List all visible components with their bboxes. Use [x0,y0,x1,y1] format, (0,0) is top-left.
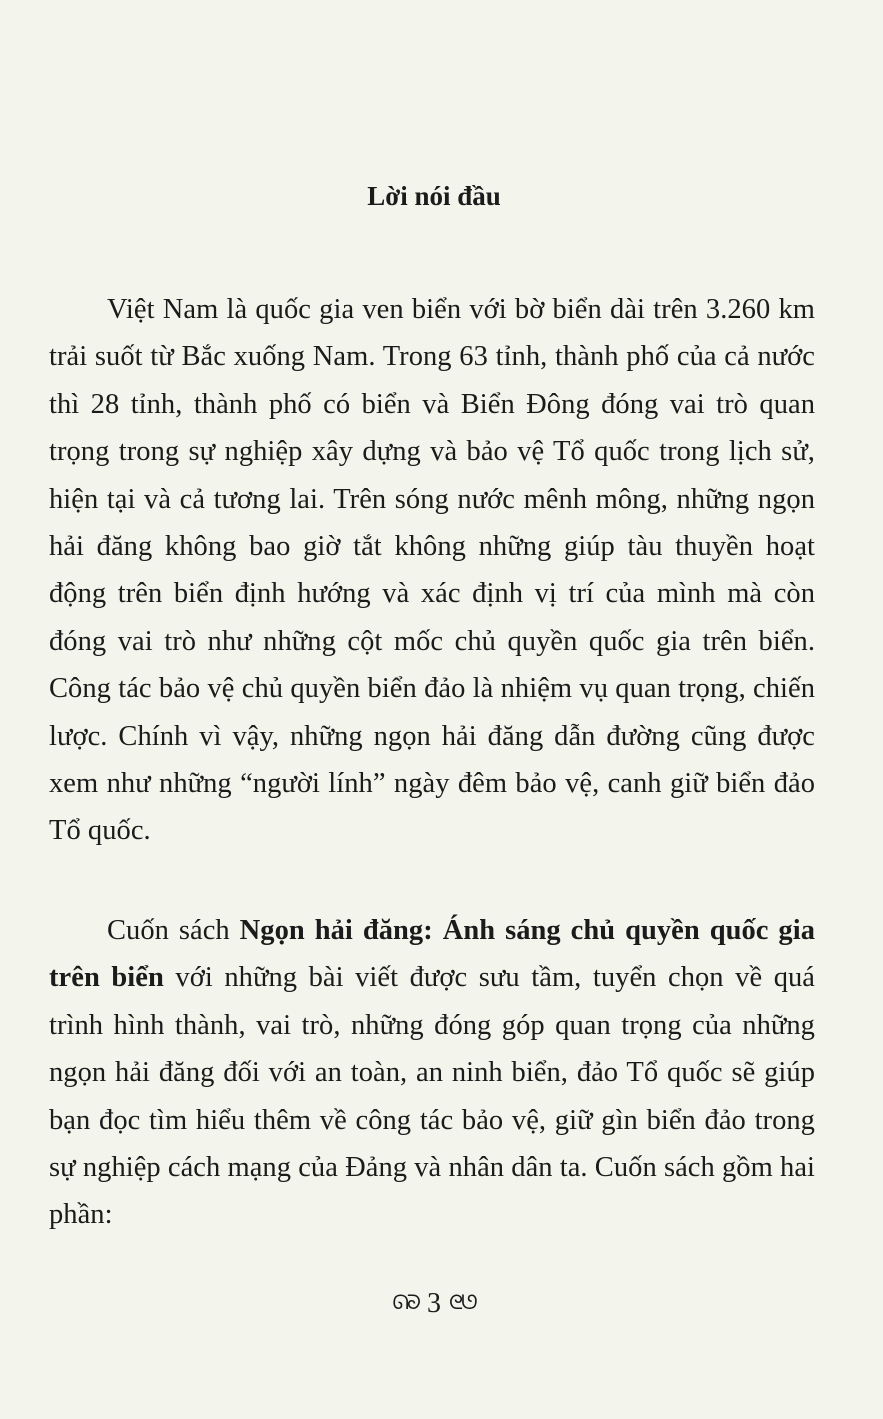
page-title: Lời nói đầu [367,181,501,211]
ornament-right-icon: ᘓᘎ [449,1292,476,1314]
page-number: 3 [427,1288,441,1319]
book-title: Ngọn hải đăng: Ánh sáng chủ quyền quốc gia trên biển [49,915,815,994]
paragraph-1-text: Việt Nam là quốc gia ven biển với bờ biển dài trên 3.260 km trải suốt từ Bắc xuống Nam. Trong 63 tỉnh, thành phố của cả nước thì 28 tỉnh, thành phố có biển và Biển Đông đóng vai trò quan trọng trong sự nghiệp xây dựng và bảo vệ Tổ quốc trong lịch sử, hiện tại và cả tương lai. Trên sóng nước mênh mông, những ngọn hải đăng không bao giờ tắt không những giúp tàu thuyền hoạt động trên biển định hướng và xác định vị trí của mình mà còn đóng vai trò như những cột mốc chủ quyền quốc gia trên biển. Công tác bảo vệ chủ quyền biển đảo là nhiệm vụ quan trọng, chiến lược. Chính vì vậy, những ngọn hải đăng dẫn đường cũng được xem như những “người lính” ngày đêm bảo vệ, canh giữ biển đảo Tổ quốc. [49,294,815,847]
ornament-left-icon: ᘏᘐ [392,1292,419,1314]
paragraph-1 [49,286,815,855]
paragraph-2-rest: với những bài viết được sưu tầm, tuyển chọn về quá trình hình thành, vai trò, những đóng góp quan trọng của những ngọn hải đăng đối với an toàn, an ninh biển, đảo Tổ quốc sẽ giúp bạn đọc tìm hiểu thêm về công tác bảo vệ, giữ gìn biển đảo trong sự nghiệp cách mạng của Đảng và nhân dân ta. Cuốn sách gồm hai phần: [49,962,816,1231]
page-number-footer [0,1283,868,1324]
paragraph-2 [49,907,815,1239]
paragraph-2-intro: Cuốn sách [107,915,240,946]
